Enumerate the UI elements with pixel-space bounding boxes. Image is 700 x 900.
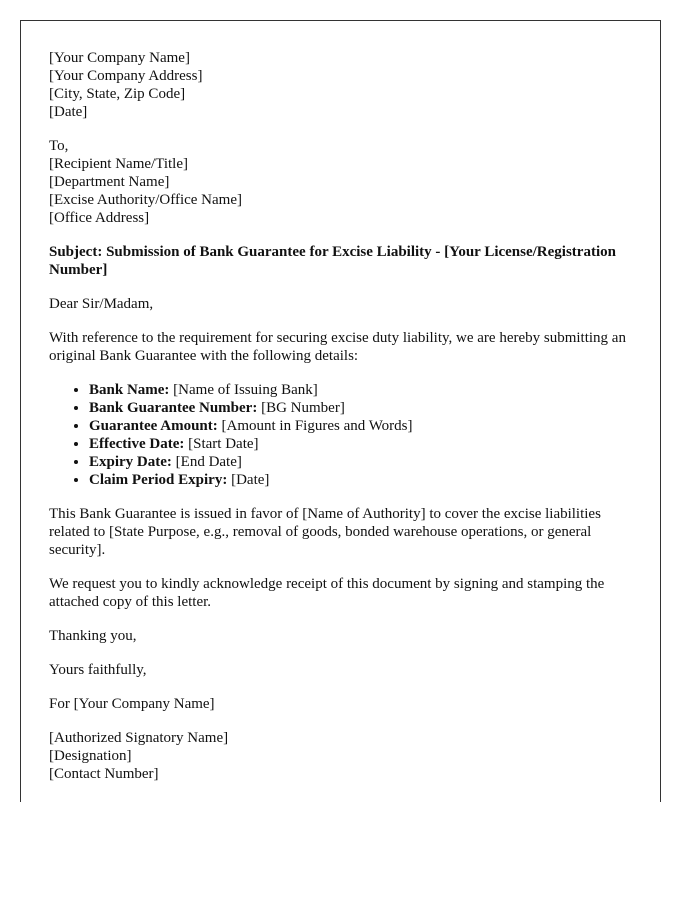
sender-city-state-zip: [City, State, Zip Code]: [49, 86, 186, 102]
favor-paragraph: This Bank Guarantee is issued in favor of [Name of Authority] to cover the excise liabilities related to [State Purpose, e.g., removal of goods, bonded warehouse operations, or general security].: [49, 506, 601, 558]
recipient-block: [49, 137, 639, 227]
detail-label: Guarantee Amount:: [89, 418, 218, 434]
detail-value: [Date]: [227, 472, 270, 488]
signatory-name: [Authorized Signatory Name]: [49, 730, 229, 746]
thanks-line: Thanking you,: [49, 628, 137, 644]
detail-value: [Amount in Figures and Words]: [217, 418, 413, 434]
detail-expiry-date: [89, 453, 639, 471]
request-paragraph: We request you to kindly acknowledge receipt of this document by signing and stamping the attached copy of this letter.: [49, 576, 605, 610]
sender-block: [49, 49, 639, 121]
signatory-block: [49, 729, 639, 783]
sender-company-name: [Your Company Name]: [49, 50, 190, 66]
detail-label: Expiry Date:: [89, 454, 172, 470]
detail-value: [Start Date]: [184, 436, 259, 452]
detail-label: Claim Period Expiry:: [89, 472, 228, 488]
detail-effective-date: [89, 435, 639, 453]
detail-claim-period-expiry: [89, 471, 639, 489]
sender-company-address: [Your Company Address]: [49, 68, 203, 84]
signatory-designation: [Designation]: [49, 748, 132, 764]
recipient-department: [Department Name]: [49, 174, 170, 190]
salutation: Dear Sir/Madam,: [49, 296, 154, 312]
detail-value: [BG Number]: [257, 400, 345, 416]
detail-bank-name: [89, 381, 639, 399]
detail-value: [Name of Issuing Bank]: [169, 382, 318, 398]
recipient-name-title: [Recipient Name/Title]: [49, 156, 188, 172]
detail-label: Effective Date:: [89, 436, 185, 452]
detail-label: Bank Guarantee Number:: [89, 400, 258, 416]
recipient-to: To,: [49, 138, 69, 154]
letter-page: [20, 20, 661, 802]
intro-paragraph: With reference to the requirement for securing excise duty liability, we are hereby submitting an original Bank Guarantee with the following details:: [49, 330, 626, 364]
detail-guarantee-amount: [89, 417, 639, 435]
letter-date: [Date]: [49, 104, 88, 120]
detail-label: Bank Name:: [89, 382, 170, 398]
for-company-line: For [Your Company Name]: [49, 696, 215, 712]
recipient-address: [Office Address]: [49, 210, 150, 226]
signatory-contact: [Contact Number]: [49, 766, 159, 782]
letter-content: [49, 49, 639, 799]
guarantee-details-list: [49, 381, 639, 489]
detail-value: [End Date]: [171, 454, 242, 470]
subject-line: Subject: Submission of Bank Guarantee for Excise Liability - [Your License/Registration Number]: [49, 244, 616, 278]
recipient-authority: [Excise Authority/Office Name]: [49, 192, 242, 208]
closing-line: Yours faithfully,: [49, 662, 147, 678]
detail-bg-number: [89, 399, 639, 417]
